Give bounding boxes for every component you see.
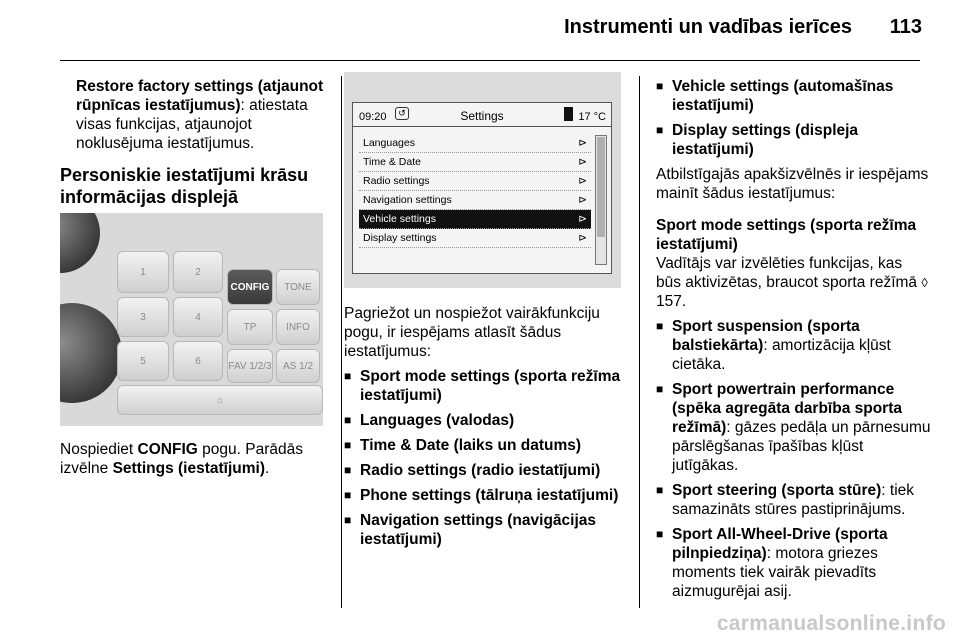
lcd-item-label: Vehicle settings (363, 213, 436, 225)
photo-button-4: 4 (173, 297, 223, 337)
restore-factory-paragraph (76, 77, 326, 153)
chevron-right-icon: ⊳ (578, 156, 587, 168)
list-item: ■ Time & Date (laiks un datums) (344, 436, 634, 455)
option-label: Sport powertrain performance (spēka agregāta darbība sporta režīmā) (672, 381, 902, 436)
list-item: ■ Radio settings (radio iestatījumi) (344, 461, 634, 480)
column-3 (656, 77, 931, 607)
lcd-item-label: Radio settings (363, 175, 430, 187)
section-heading: Personiskie iestatījumi krāsu informācijas displejā (60, 165, 309, 207)
column-2-intro: Pagriežot un nospiežot vairākfunkciju pogu, ir iespējams atlasīt šādus iestatījumus: (344, 305, 600, 360)
lcd-item-display (359, 229, 591, 248)
list-item (656, 380, 931, 475)
lcd-time: 09:20 (359, 111, 387, 123)
restore-factory-term: Restore factory settings (atjaunot rūpnīcas iestatījumus) (76, 78, 324, 114)
temperature-icon (564, 107, 573, 121)
photo-tp-button: TP (227, 309, 273, 345)
list-item: ■ Display settings (displeja iestatījumi) (656, 121, 931, 159)
page-number: 113 (889, 16, 922, 38)
chevron-right-icon: ⊳ (578, 232, 587, 244)
photo-tone-button: TONE (276, 269, 320, 305)
column-divider-1 (341, 76, 342, 608)
lcd-item-label: Languages (363, 137, 415, 149)
sport-options-list (656, 317, 931, 601)
page-reference-icon: ◊ (921, 275, 928, 290)
photo-home-button: ⌂ (117, 385, 323, 415)
config-text-b: pogu. Parādās izvēlne (60, 441, 303, 477)
lcd-item-vehicle-selected (359, 210, 591, 229)
photo-button-3: 3 (117, 297, 169, 337)
sport-mode-text: Vadītājs var izvēlēties funkcijas, kas būs aktivizētas, braucot sporta režīmā (656, 255, 918, 291)
photo-button-5: 5 (117, 341, 169, 381)
config-text-c: . (265, 460, 270, 477)
list-item: ■ Phone settings (tālruņa iestatījumi) (344, 486, 634, 505)
lower-knob (60, 303, 122, 403)
settings-list-continued (656, 77, 931, 159)
chevron-right-icon: ⊳ (578, 137, 587, 149)
photo-button-1: 1 (117, 251, 169, 293)
chevron-right-icon: ⊳ (578, 213, 587, 225)
photo-button-2: 2 (173, 251, 223, 293)
lcd-scrollbar (595, 135, 607, 265)
photo-button-6: 6 (173, 341, 223, 381)
option-label: Sport steering (sporta stūre) (672, 482, 882, 499)
radio-panel-photo (60, 213, 323, 426)
option-label: Sport All-Wheel-Drive (sporta pilnpiedziņa) (672, 526, 888, 562)
photo-info-button: INFO (276, 309, 320, 345)
config-paragraph (60, 440, 330, 478)
chevron-right-icon: ⊳ (578, 194, 587, 206)
list-item: ■ Languages (valodas) (344, 411, 634, 430)
settings-list (344, 367, 634, 549)
config-term: CONFIG (137, 441, 198, 458)
option-label: Sport suspension (sporta balstiekārta) (672, 318, 860, 354)
column-2 (344, 304, 634, 555)
watermark: carmanualsonline.info (716, 612, 946, 635)
list-item (656, 317, 931, 374)
lcd-item-label: Navigation settings (363, 194, 452, 206)
photo-as-button: AS 1/2 (276, 349, 320, 383)
photo-fav-button: FAV 1/2/3 (227, 349, 273, 383)
list-item: ■ Vehicle settings (automašīnas iestatījumi) (656, 77, 931, 115)
lcd-item-radio (359, 172, 591, 191)
column-3-intro: Atbilstīgajās apakšizvēlnēs ir iespējams mainīt šādus iestatījumus: (656, 166, 929, 202)
list-item (656, 525, 931, 601)
header-rule (60, 60, 920, 61)
restore-factory-text: : atiestata visas funkcijas, atjaunojot noklusējuma iestatījumus. (76, 97, 308, 152)
lcd-item-time-date (359, 153, 591, 172)
back-icon: ↺ (395, 107, 409, 120)
chevron-right-icon: ⊳ (578, 175, 587, 187)
photo-config-button: CONFIG (227, 269, 273, 305)
list-item (656, 481, 931, 519)
sport-mode-paragraph (656, 254, 931, 311)
list-item: ■ Sport mode settings (sporta režīma iestatījumi) (344, 367, 634, 405)
settings-display-figure (344, 72, 621, 288)
lcd-item-languages (359, 134, 591, 153)
config-text-a: Nospiediet (60, 441, 138, 458)
option-text: : tiek samazināts stūres pastiprinājums. (672, 482, 915, 518)
lcd-scrollbar-thumb (597, 137, 605, 237)
sport-mode-heading: Sport mode settings (sporta režīma iestatījumi) (656, 217, 917, 253)
column-1-intro (76, 77, 326, 153)
lcd-temperature: 17 °C (578, 111, 606, 123)
page-reference: 157. (656, 293, 687, 310)
option-text: : gāzes pedāļa un pārnesumu pārslēgšanas īpašības kļūst jutīgākas. (672, 419, 931, 474)
option-text: : motora griezes moments tiek vairāk pievadīts aizmugurējai asij. (672, 545, 878, 600)
lcd-item-label: Time & Date (363, 156, 421, 168)
settings-term: Settings (iestatījumi) (112, 460, 265, 477)
lcd-status-bar (353, 103, 611, 127)
lcd-item-label: Display settings (363, 232, 437, 244)
list-item: ■ Navigation settings (navigācijas iestatījumi) (344, 511, 634, 549)
page-header-title: Instrumenti un vadības ierīces (564, 16, 852, 38)
lcd-item-navigation (359, 191, 591, 210)
lcd-screen (352, 102, 612, 274)
option-text: : amortizācija kļūst cietāka. (672, 337, 891, 373)
upper-knob (60, 213, 100, 273)
column-divider-2 (639, 76, 640, 608)
lcd-title: Settings (460, 109, 504, 123)
